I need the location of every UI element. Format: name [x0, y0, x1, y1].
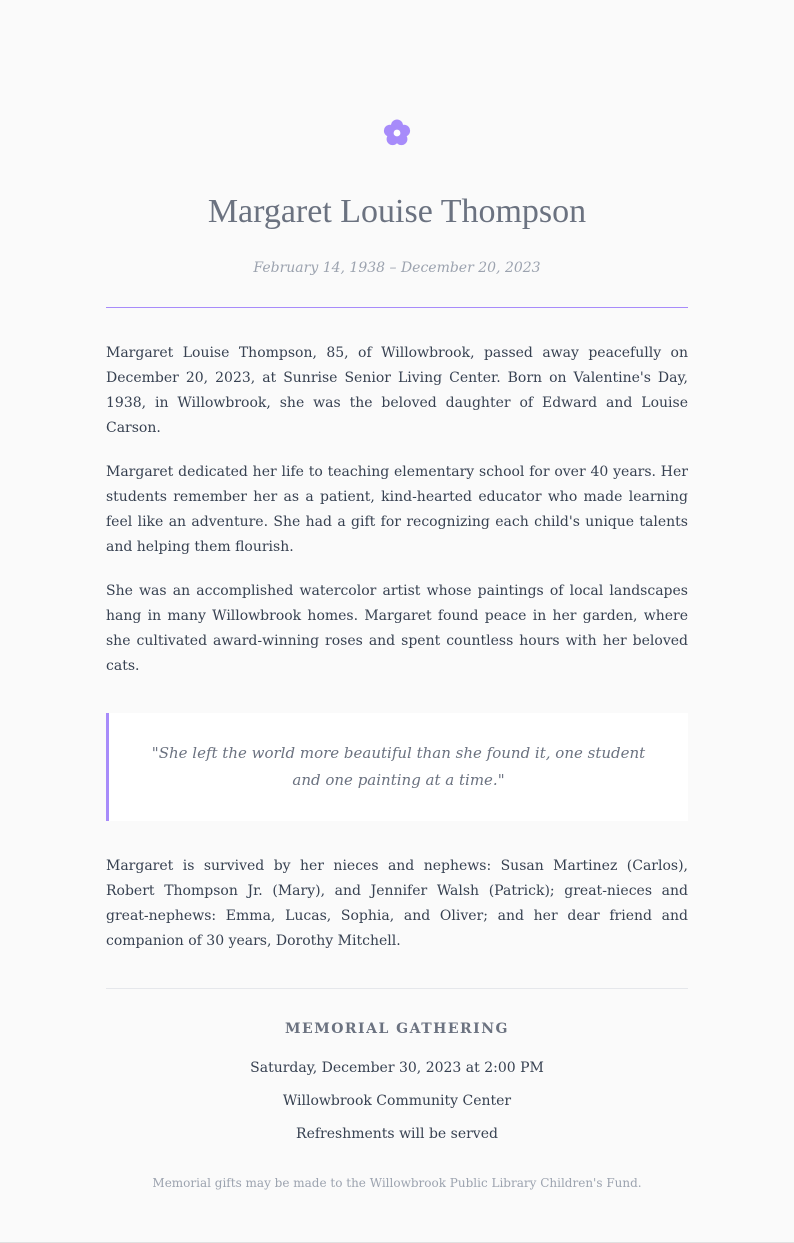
gathering-datetime: Saturday, December 30, 2023 at 2:00 PM — [250, 1060, 544, 1076]
quote-text: "She left the world more beautiful than she found it, one student and one painting at a time." — [151, 744, 646, 789]
memorial-gathering-section — [106, 1019, 688, 1144]
obituary-page — [106, 0, 688, 1192]
paragraph-hobbies: She was an accomplished watercolor artist whose paintings of local landscapes hang in many Willowbrook homes. Margaret found peace in her garden, where she cultivated award-winning roses and spent countless hours with her beloved cats. — [106, 583, 688, 674]
page-title: Margaret Louise Thompson — [207, 193, 587, 230]
life-dates: February 14, 1938 – December 20, 2023 — [253, 260, 541, 276]
flower-icon — [106, 118, 688, 154]
gathering-location: Willowbrook Community Center — [282, 1093, 512, 1109]
gathering-note: Refreshments will be served — [296, 1126, 498, 1142]
memorial-gifts-note: Memorial gifts may be made to the Willowbrook Public Library Children's Fund. — [152, 1176, 642, 1190]
header-divider — [106, 307, 688, 308]
section-divider — [106, 988, 688, 989]
memorial-quote — [106, 713, 688, 821]
paragraph-career: Margaret dedicated her life to teaching elementary school for over 40 years. Her students remember her as a patient, kind-hearted educator who made learning feel like an adventure. She had a gift for recognizing each child's unique talents and helping them flourish. — [106, 464, 688, 555]
paragraph-survivors: Margaret is survived by her nieces and nephews: Susan Martinez (Carlos), Robert Thompson Jr. (Mary), and Jennifer Walsh (Patrick); great-nieces and great-nephews: Emma, Lucas, Sophia, and Oliver; and her dear friend and companion of 30 years, Dorothy Mitchell. — [106, 858, 688, 949]
paragraph-intro: Margaret Louise Thompson, 85, of Willowbrook, passed away peacefully on December 20, 2023, at Sunrise Senior Living Center. Born on Valentine's Day, 1938, in Willowbrook, she was the beloved daughter of Edward and Louise Carson. — [106, 345, 688, 436]
gathering-heading: MEMORIAL GATHERING — [285, 1021, 509, 1037]
